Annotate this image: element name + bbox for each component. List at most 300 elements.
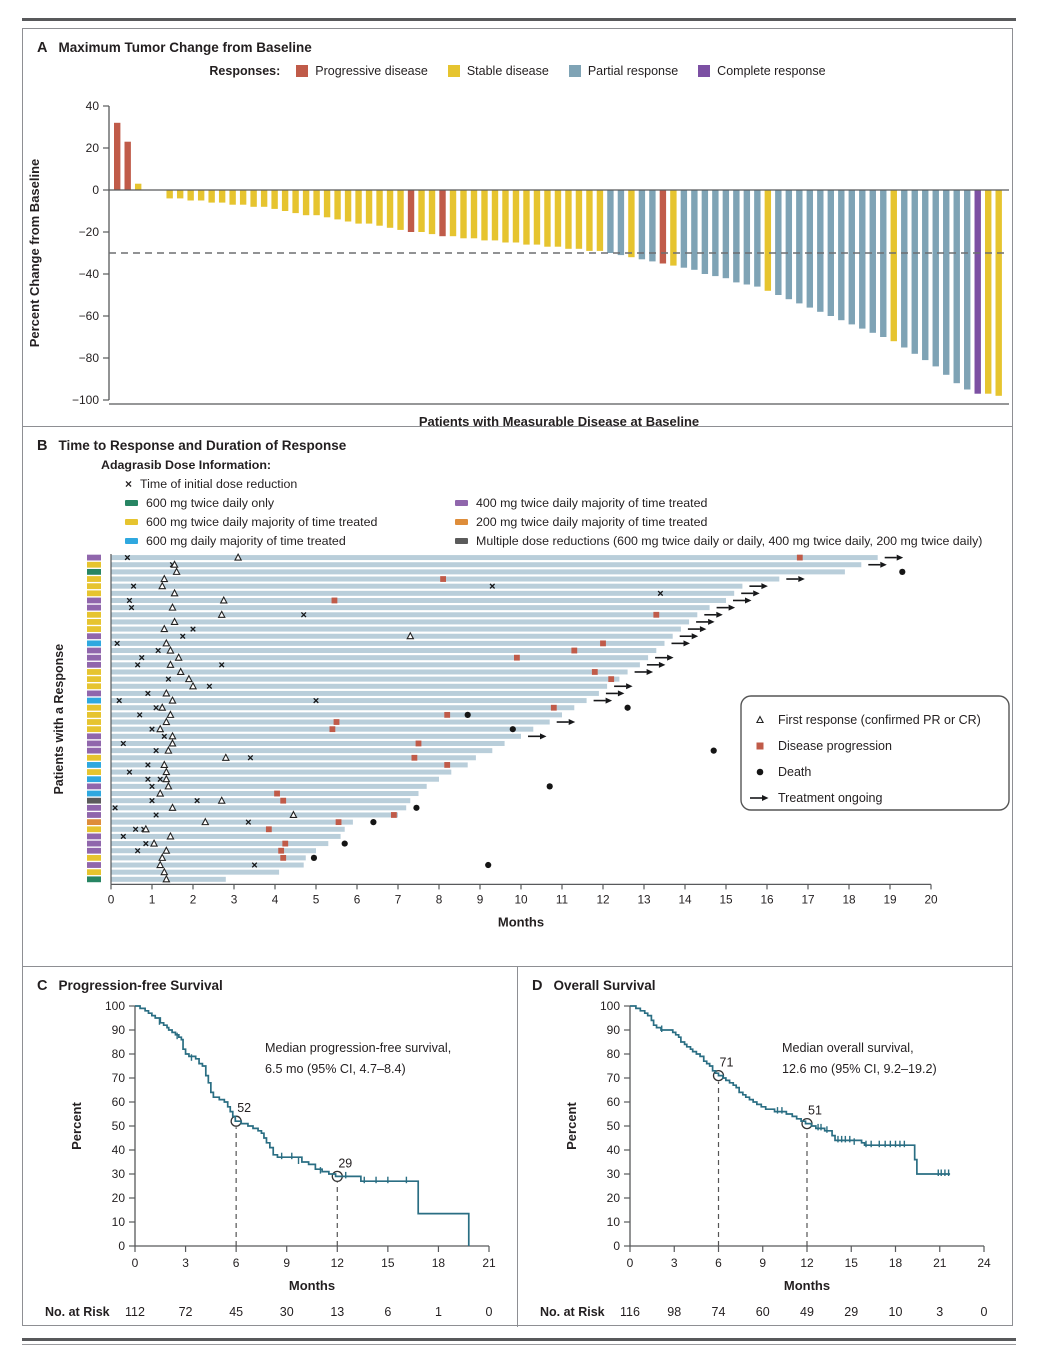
duration-bar: [111, 605, 710, 610]
swimmer-row: [87, 869, 279, 875]
marker-legend-label: Treatment ongoing: [778, 791, 883, 806]
swimmer-chart: [23, 548, 1014, 950]
dose-legend-label: 600 mg twice daily majority of time treated: [146, 515, 378, 529]
waterfall-bar: [712, 190, 718, 276]
km-x-tick-label: 18: [888, 1256, 903, 1270]
dose-legend-item-D: [455, 534, 1012, 548]
waterfall-bar: [607, 190, 613, 253]
dose-chip-P: [87, 812, 101, 818]
km-y-tick-label: 40: [606, 1143, 620, 1157]
dose-legend-item-C: [125, 534, 455, 548]
death-mark: [465, 712, 471, 718]
first-response-mark: [161, 626, 167, 632]
panel-c-name: Progression-free Survival: [58, 978, 223, 993]
swimmer-row: [87, 769, 451, 775]
swimmer-row: [87, 854, 317, 861]
waterfall-bar: [450, 190, 456, 236]
swimmer-ylabel: Patients with a Response: [52, 643, 66, 795]
death-mark: [899, 569, 905, 575]
waterfall-chart: [23, 78, 1014, 430]
first-response-mark: [161, 869, 167, 875]
at-risk-value: 72: [178, 1305, 193, 1319]
median-annotation-line2: 6.5 mo (95% CI, 4.7–8.4): [265, 1062, 406, 1076]
b-x-tick-label: 6: [353, 892, 361, 907]
km-y-tick-label: 100: [104, 999, 125, 1013]
swimmer-row: [87, 576, 805, 582]
median-value-label: 71: [719, 1055, 734, 1070]
duration-bar: [111, 669, 628, 674]
at-risk-value: 13: [330, 1305, 345, 1319]
waterfall-bar: [618, 190, 624, 255]
dose-chip-P: [87, 741, 101, 747]
swimmer-row: [87, 676, 619, 682]
first-response-mark: [169, 697, 175, 703]
waterfall-bar: [786, 190, 792, 299]
first-response-mark: [223, 754, 229, 760]
dose-legend-item-G: [125, 496, 455, 510]
swimmer-row: [87, 604, 735, 610]
dose-chip-P: [87, 662, 101, 668]
dose-swatch-G-icon: [125, 500, 138, 506]
swimmer-row: [87, 661, 665, 667]
first-response-mark: [290, 812, 296, 818]
km-y-tick-label: 30: [606, 1167, 620, 1181]
duration-bar: [111, 820, 353, 825]
death-mark: [311, 855, 317, 861]
dose-chip-P: [87, 834, 101, 840]
km-y-tick-label: 90: [606, 1023, 620, 1037]
dose-chip-Y: [87, 826, 101, 832]
b-x-tick-label: 5: [312, 892, 320, 907]
swimmer-row: [87, 783, 553, 790]
waterfall-bar: [891, 190, 897, 341]
progression-mark: [514, 655, 520, 661]
progression-mark: [440, 576, 446, 582]
swimmer-row: [87, 754, 476, 760]
dose-chip-G: [87, 876, 101, 882]
at-risk-value: 116: [620, 1305, 640, 1319]
progression-mark: [608, 676, 614, 682]
legend-swatch-pd-icon: [296, 65, 308, 77]
km-x-tick-label: 12: [800, 1256, 814, 1270]
dose-legend-label: 200 mg twice daily majority of time treated: [476, 515, 708, 529]
first-response-mark: [169, 733, 175, 739]
at-risk-value: 45: [229, 1305, 244, 1319]
dose-reduction-label: Time of initial dose reduction: [140, 477, 298, 491]
km-x-tick-label: 0: [131, 1256, 139, 1270]
km-x-tick-label: 9: [283, 1256, 291, 1270]
marker-legend: [741, 696, 1009, 810]
progression-mark: [551, 705, 557, 711]
swimmer-row: [87, 647, 656, 653]
first-response-mark: [163, 847, 169, 853]
swimmer-row: [87, 733, 547, 739]
waterfall-bar: [807, 190, 813, 308]
at-risk-value: 74: [711, 1305, 726, 1319]
at-risk-value: 29: [844, 1305, 859, 1319]
b-x-tick-label: 0: [107, 892, 115, 907]
duration-bar: [111, 627, 681, 632]
panel-d-name: Overall Survival: [553, 978, 656, 993]
progression-mark: [282, 841, 288, 847]
dose-swatch-P-icon: [455, 500, 468, 506]
km-ylabel: Percent: [564, 1102, 579, 1150]
swimmer-row: [87, 762, 468, 768]
swimmer-row: [87, 876, 226, 882]
first-response-mark: [169, 604, 175, 610]
at-risk-value: 98: [667, 1305, 682, 1319]
km-x-tick-label: 24: [977, 1256, 991, 1270]
first-response-mark: [176, 654, 182, 660]
swimmer-row: [87, 747, 717, 754]
waterfall-bar: [523, 190, 529, 245]
km-y-tick-label: 50: [111, 1119, 125, 1133]
b-x-tick-label: 18: [842, 892, 856, 907]
dose-chip-Y: [87, 562, 101, 568]
legend-swatch-cr-icon: [698, 65, 710, 77]
km-y-tick-label: 60: [606, 1095, 620, 1109]
dose-chip-P: [87, 555, 101, 561]
b-x-tick-label: 15: [719, 892, 733, 907]
responses-legend-title: Responses:: [209, 64, 281, 78]
dose-legend-label: Multiple dose reductions (600 mg twice daily or daily, 400 mg twice daily, 200 mg twice daily): [476, 534, 983, 548]
median-value-label: 51: [808, 1103, 822, 1118]
waterfall-bar: [513, 190, 519, 243]
legend-item-sd: [448, 64, 549, 78]
b-x-tick-label: 9: [476, 892, 484, 907]
legend-item-pd: [296, 64, 428, 78]
swimmer-row: [87, 690, 624, 696]
first-response-mark: [163, 876, 169, 882]
b-x-tick-label: 17: [801, 892, 815, 907]
waterfall-bar: [334, 190, 340, 219]
km-y-tick-label: 10: [111, 1215, 125, 1229]
swimmer-row: [87, 797, 410, 803]
swimmer-row: [87, 812, 398, 818]
waterfall-bar: [292, 190, 298, 213]
at-risk-value: 6: [384, 1305, 392, 1319]
b-x-tick-label: 19: [883, 892, 897, 907]
progression-mark: [600, 640, 606, 646]
dose-legend-item-P: [455, 496, 1012, 510]
duration-bar: [111, 870, 279, 875]
duration-bar: [111, 855, 306, 860]
dose-chip-Y: [87, 869, 101, 875]
panel-a-name: Maximum Tumor Change from Baseline: [58, 40, 312, 55]
median-annotation-line1: Median overall survival,: [782, 1041, 914, 1055]
km-x-tick-label: 21: [482, 1256, 496, 1270]
swimmer-row: [87, 740, 505, 746]
duration-bar: [111, 562, 861, 567]
dose-chip-O: [87, 819, 101, 825]
dose-chip-P: [87, 748, 101, 754]
waterfall-bar: [313, 190, 319, 215]
progression-mark: [280, 798, 286, 804]
waterfall-bar: [271, 190, 277, 209]
first-response-mark: [171, 561, 177, 567]
waterfall-bar: [198, 190, 204, 201]
waterfall-bar: [744, 190, 750, 285]
waterfall-bar: [177, 190, 183, 198]
dose-chip-Y: [87, 619, 101, 625]
progression-mark: [653, 612, 659, 618]
waterfall-bar: [166, 190, 172, 198]
first-response-mark: [190, 683, 196, 689]
km-y-tick-label: 0: [118, 1239, 125, 1253]
waterfall-bar: [880, 190, 886, 337]
dose-swatch-C-icon: [125, 538, 138, 544]
waterfall-bar: [691, 190, 697, 270]
legend-swatch-pr-icon: [569, 65, 581, 77]
b-x-tick-label: 16: [760, 892, 774, 907]
bottom-rule-thick: [22, 1338, 1016, 1341]
waterfall-bar: [492, 190, 498, 240]
km-y-tick-label: 20: [111, 1191, 125, 1205]
swimmer-xlabel: Months: [497, 914, 545, 930]
first-response-mark: [219, 797, 225, 803]
waterfall-bar: [576, 190, 582, 249]
b-x-tick-label: 1: [148, 892, 156, 907]
dose-chip-Y: [87, 683, 101, 689]
waterfall-bar: [628, 190, 634, 257]
at-risk-label: No. at Risk: [45, 1305, 110, 1319]
first-response-mark: [161, 762, 167, 768]
duration-bar: [111, 641, 665, 646]
waterfall-bar: [324, 190, 330, 217]
waterfall-bar: [670, 190, 676, 266]
waterfall-bar: [250, 190, 256, 207]
y-tick-label: 20: [85, 141, 99, 155]
km-x-tick-label: 6: [232, 1256, 240, 1270]
dose-chip-P: [87, 841, 101, 847]
death-mark: [342, 840, 348, 846]
duration-bar: [111, 798, 410, 803]
km-y-tick-label: 90: [111, 1023, 125, 1037]
b-x-tick-label: 2: [189, 892, 197, 907]
dose-chip-P: [87, 605, 101, 611]
waterfall-bar: [229, 190, 235, 205]
duration-bar: [111, 770, 451, 775]
waterfall-bar: [817, 190, 823, 312]
progression-mark: [391, 812, 397, 818]
duration-bar: [111, 863, 304, 868]
km-y-tick-label: 20: [606, 1191, 620, 1205]
waterfall-bar: [754, 190, 760, 287]
dose-chip-Y: [87, 676, 101, 682]
waterfall-bar: [429, 190, 435, 234]
b-x-tick-label: 8: [435, 892, 443, 907]
at-risk-value: 10: [888, 1305, 903, 1319]
swimmer-row: [87, 626, 706, 632]
panel-a-title: [23, 29, 1012, 56]
waterfall-bar: [303, 190, 309, 215]
swimmer-row: [87, 847, 316, 853]
legend-item-cr: [698, 64, 825, 78]
panel-c-letter: C: [37, 978, 48, 994]
waterfall-bar: [534, 190, 540, 245]
waterfall-bar: [975, 190, 981, 394]
marker-legend-label: Disease progression: [778, 739, 892, 754]
km-y-tick-label: 40: [111, 1143, 125, 1157]
swimmer-row: [87, 819, 377, 826]
os-chart: [532, 994, 1012, 1324]
waterfall-bar: [597, 190, 603, 251]
duration-bar: [111, 691, 599, 696]
waterfall-bar: [901, 190, 907, 348]
death-mark: [625, 705, 631, 711]
duration-bar: [111, 720, 550, 725]
first-response-mark: [171, 619, 177, 625]
waterfall-bar: [135, 184, 141, 190]
swimmer-row: [87, 654, 674, 660]
first-response-mark: [165, 747, 171, 753]
swimmer-row: [87, 704, 631, 711]
duration-bar: [111, 727, 533, 732]
duration-bar: [111, 569, 845, 574]
first-response-mark: [159, 583, 165, 589]
first-response-mark: [219, 611, 225, 617]
progression-mark: [571, 648, 577, 654]
first-response-mark: [167, 661, 173, 667]
km-x-tick-label: 15: [381, 1256, 395, 1270]
waterfall-bar: [943, 190, 949, 375]
dose-chip-C: [87, 640, 101, 646]
swimmer-row: [87, 719, 575, 725]
legend-swatch-sd-icon: [448, 65, 460, 77]
dose-legend-grid: [125, 496, 1012, 548]
progression-mark: [412, 755, 418, 761]
b-x-tick-label: 3: [230, 892, 238, 907]
y-tick-label: −100: [71, 393, 99, 407]
swimmer-row: [87, 840, 348, 847]
dose-chip-Y: [87, 755, 101, 761]
first-response-mark: [174, 568, 180, 574]
panel-b-title: [23, 427, 1012, 454]
waterfall-xlabel: Patients with Measurable Disease at Baseline: [418, 414, 700, 429]
dose-legend-item-Y: [125, 515, 455, 529]
km-x-tick-label: 18: [431, 1256, 446, 1270]
km-x-tick-label: 3: [182, 1256, 189, 1270]
progression-mark: [334, 719, 340, 725]
dose-chip-Y: [87, 626, 101, 632]
dose-chip-P: [87, 598, 101, 604]
progression-mark: [416, 741, 422, 747]
death-mark: [413, 805, 419, 811]
dose-legend-title: Adagrasib Dose Information:: [101, 458, 272, 472]
dose-chip-Y: [87, 726, 101, 732]
km-y-tick-label: 50: [606, 1119, 620, 1133]
at-risk-value: 112: [125, 1305, 145, 1319]
b-x-tick-label: 10: [514, 892, 528, 907]
progression-mark: [330, 726, 336, 732]
km-y-tick-label: 100: [599, 999, 620, 1013]
progression-mark: [280, 855, 286, 861]
at-risk-value: 1: [434, 1305, 442, 1319]
dose-chip-D: [87, 798, 101, 804]
legend-label: Stable disease: [466, 64, 549, 78]
panel-b-name: Time to Response and Duration of Response: [58, 438, 347, 453]
dose-chip-C: [87, 762, 101, 768]
dose-reduction-legend-item: [125, 477, 1012, 491]
first-response-mark: [157, 726, 163, 732]
responses-legend: [23, 64, 1012, 78]
waterfall-bar: [859, 190, 865, 329]
duration-bar: [111, 755, 476, 760]
waterfall-bar: [555, 190, 561, 247]
km-x-tick-label: 3: [670, 1256, 678, 1270]
first-response-mark: [235, 554, 241, 560]
at-risk-value: 49: [800, 1305, 814, 1319]
y-tick-label: −60: [78, 309, 99, 323]
first-response-mark: [143, 826, 149, 832]
bottom-rule-thin: [22, 1344, 1016, 1345]
progression-mark: [274, 791, 280, 797]
dose-chip-Y: [87, 769, 101, 775]
death-mark: [370, 819, 376, 825]
first-response-mark: [163, 690, 169, 696]
km-x-tick-label: 15: [844, 1256, 858, 1270]
dose-chip-P: [87, 691, 101, 697]
dose-chip-C: [87, 791, 101, 797]
panel-a: [23, 29, 1012, 429]
panel-c: [23, 967, 517, 1327]
swimmer-row: [87, 683, 633, 689]
waterfall-bar: [460, 190, 466, 238]
dose-chip-Y: [87, 612, 101, 618]
duration-bar: [111, 619, 689, 624]
legend-label: Complete response: [717, 64, 826, 78]
progression-mark: [444, 762, 450, 768]
survival-panels: [23, 966, 1012, 1327]
swimmer-row: [87, 633, 698, 639]
waterfall-bar: [355, 190, 361, 224]
waterfall-bar: [418, 190, 424, 232]
duration-bar: [111, 662, 640, 667]
waterfall-bar: [282, 190, 288, 211]
waterfall-bar: [996, 190, 1002, 396]
swimmer-row: [87, 669, 653, 675]
waterfall-bar: [702, 190, 708, 274]
y-tick-label: 0: [92, 183, 99, 197]
figure-frame: [22, 28, 1013, 1326]
b-x-tick-label: 12: [596, 892, 610, 907]
waterfall-bar: [849, 190, 855, 324]
b-x-tick-label: 11: [555, 892, 569, 907]
waterfall-bar: [408, 190, 414, 232]
y-tick-label: −40: [78, 267, 99, 281]
first-response-mark: [157, 862, 163, 868]
swimmer-row: [87, 619, 715, 625]
first-response-mark: [165, 783, 171, 789]
dose-chip-P: [87, 733, 101, 739]
dose-chip-Y: [87, 855, 101, 861]
waterfall-bar: [649, 190, 655, 261]
waterfall-bar: [765, 190, 771, 291]
first-response-mark: [167, 711, 173, 717]
pfs-chart: [37, 994, 517, 1324]
dose-chip-Y: [87, 669, 101, 675]
waterfall-bar: [954, 190, 960, 383]
swimmer-row: [87, 862, 491, 869]
waterfall-bar: [240, 190, 246, 205]
dose-legend: [101, 458, 1012, 548]
dose-chip-P: [87, 805, 101, 811]
marker-legend-label: First response (confirmed PR or CR): [778, 713, 981, 728]
at-risk-label: No. at Risk: [540, 1305, 605, 1319]
at-risk-value: 30: [279, 1305, 294, 1319]
first-response-mark: [407, 633, 413, 639]
dose-chip-P: [87, 655, 101, 661]
